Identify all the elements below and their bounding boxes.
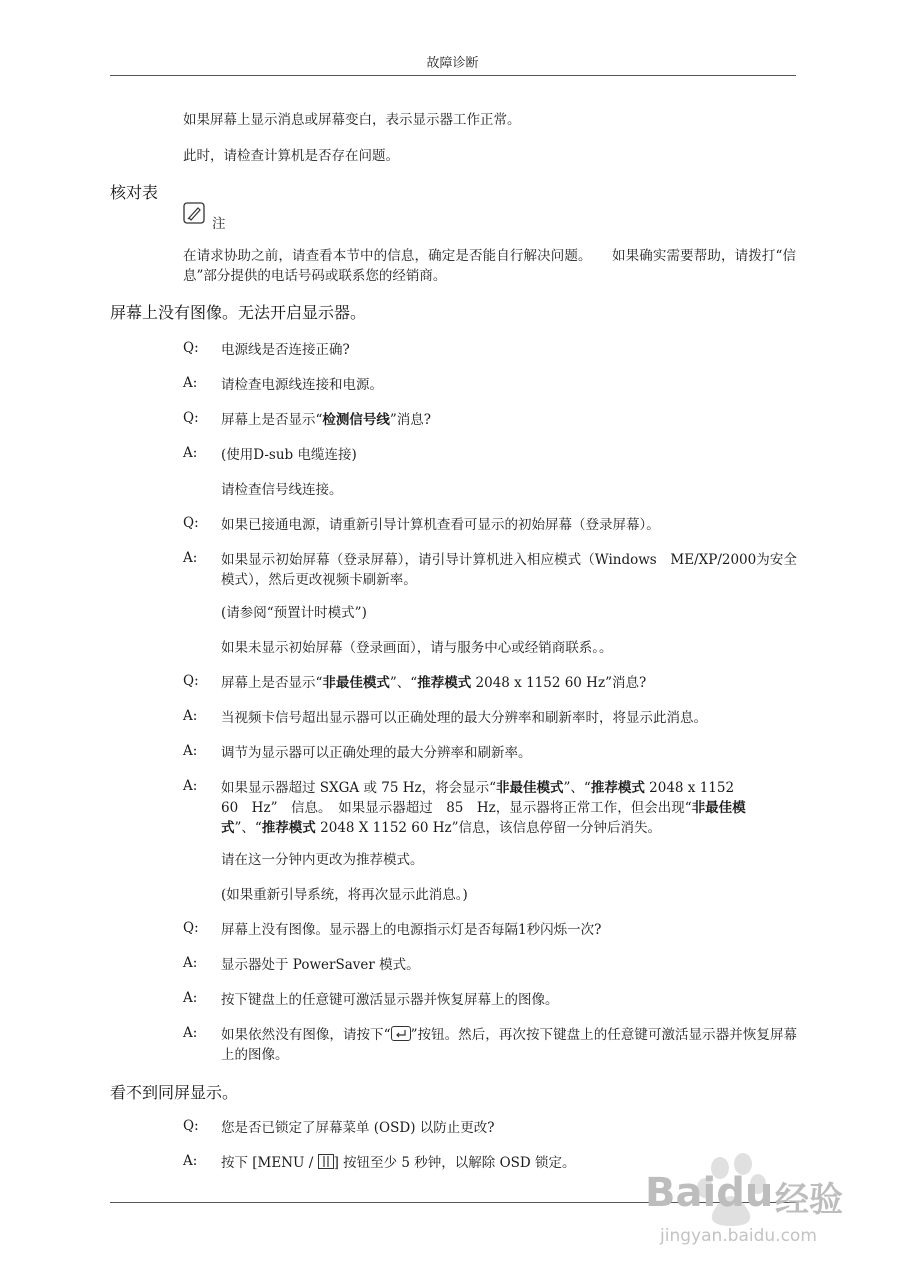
watermark-cn: 经验 <box>775 1180 843 1220</box>
qa-label: A: <box>183 1025 198 1041</box>
note-label: 注 <box>212 216 226 232</box>
qa-text: 显示器处于 PowerSaver 模式。 <box>221 957 420 973</box>
qa-text: 如果显示初始屏幕（登录屏幕），请引导计算机进入相应模式（Windows ME/XP/2000为安全模式），然后更改视频卡刷新率。 <box>221 552 797 588</box>
qa-label: Q: <box>183 1118 199 1134</box>
qa-text: 请检查电源线连接和电源。 <box>221 377 383 393</box>
watermark-brand: Baidu <box>645 1170 774 1216</box>
qa-label: A: <box>183 550 198 566</box>
qa-label: A: <box>183 990 198 1006</box>
qa-label: A: <box>183 1153 198 1169</box>
qa-label: A: <box>183 743 198 759</box>
qa-label: A: <box>183 445 198 461</box>
qa-text: (如果重新引导系统，将再次显示此消息。) <box>221 887 468 903</box>
qa-text: 屏幕上是否显示“非最佳模式”、“推荐模式 2048 x 1152 60 Hz”消息? <box>221 675 647 691</box>
note-pencil-icon <box>183 202 205 224</box>
qa-text: 按下键盘上的任意键可激活显示器并恢复屏幕上的图像。 <box>221 992 559 1008</box>
note-text: 在请求协助之前，请查看本节中的信息，确定是否能自行解决问题。 如果确实需要帮助，请拨打“信息”部分提供的电话号码或联系您的经销商。 <box>183 248 796 284</box>
qa-label: Q: <box>183 920 199 936</box>
intro-line-2: 此时，请检查计算机是否存在问题。 <box>183 148 399 164</box>
qa-text: 屏幕上是否显示“检测信号线”消息? <box>221 412 432 428</box>
checklist-heading: 核对表 <box>110 183 159 202</box>
qa-text: 如果依然没有图像，请按下“ ”按钮。然后，再次按下键盘上的任意键可激活显示器并恢复屏幕上的图像。 <box>221 1027 797 1063</box>
intro-line-1: 如果屏幕上显示消息或屏幕变白，表示显示器工作正常。 <box>183 112 521 128</box>
qa-text: 如果显示器超过 SXGA 或 75 Hz，将会显示“非最佳模式”、“推荐模式 2048 x 1152 60 Hz” 信息。 如果显示器超过 85 Hz，显示器将正常工作，但会出现“非最佳模 式”、“推荐模式 2048 X 1152 60 Hz”信息，该信息停留一分钟后消失。 <box>221 780 746 836</box>
enter-key-icon <box>391 1026 411 1041</box>
qa-label: Q: <box>183 673 199 689</box>
qa-text: 调节为显示器可以正确处理的最大分辨率和刷新率。 <box>221 745 532 761</box>
qa-text: 按下 [MENU / ] 按钮至少 5 秒钟，以解除 OSD 锁定。 <box>221 1155 576 1171</box>
qa-text: 电源线是否连接正确? <box>221 342 350 358</box>
qa-label: A: <box>183 778 198 794</box>
qa-text: (使用D-sub 电缆连接) <box>221 447 357 463</box>
section2-heading: 看不到同屏显示。 <box>110 1083 239 1102</box>
qa-text: (请参阅“预置计时模式”) <box>221 605 367 621</box>
qa-text: 请在这一分钟内更改为推荐模式。 <box>221 852 424 868</box>
qa-label: A: <box>183 955 198 971</box>
page-header-title: 故障诊断 <box>426 56 479 71</box>
qa-text: 如果已接通电源，请重新引导计算机查看可显示的初始屏幕（登录屏幕）。 <box>221 517 660 533</box>
qa-text: 如果未显示初始屏幕（登录画面），请与服务中心或经销商联系。。 <box>221 640 613 656</box>
qa-text: 屏幕上没有图像。显示器上的电源指示灯是否每隔1秒闪烁一次? <box>221 922 602 938</box>
qa-text: 当视频卡信号超出显示器可以正确处理的最大分辨率和刷新率时，将显示此消息。 <box>221 710 707 726</box>
section1-heading: 屏幕上没有图像。无法开启显示器。 <box>110 303 367 322</box>
qa-text: 请检查信号线连接。 <box>221 482 343 498</box>
qa-label: Q: <box>183 340 199 356</box>
menu-button-icon <box>318 1154 334 1169</box>
qa-text: 您是否已锁定了屏幕菜单 (OSD) 以防止更改? <box>221 1120 495 1136</box>
qa-label: A: <box>183 375 198 391</box>
qa-label: A: <box>183 708 198 724</box>
header-rule <box>110 75 796 76</box>
watermark-url: jingyan.baidu.com <box>660 1226 817 1246</box>
qa-label: Q: <box>183 515 199 531</box>
qa-label: Q: <box>183 410 199 426</box>
